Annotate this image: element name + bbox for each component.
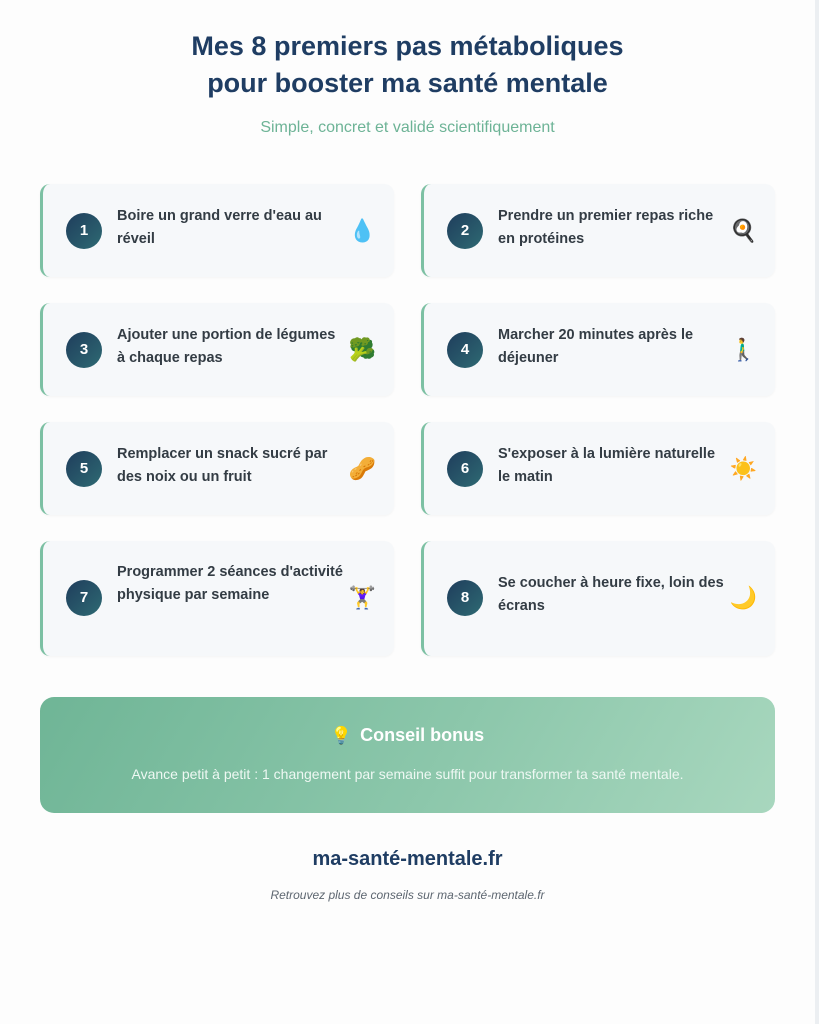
- step-text: Prendre un premier repas riche en protéines: [498, 208, 714, 247]
- step-text: Marcher 20 minutes après le déjeuner: [498, 327, 694, 366]
- site-name: ma-santé-mentale.fr: [312, 848, 503, 870]
- step-text: Boire un grand verre d'eau au réveil: [117, 208, 322, 247]
- broccoli-icon: 🥦: [348, 337, 376, 362]
- bonus-title: [40, 725, 775, 746]
- step-number-badge: 5: [66, 451, 102, 487]
- step-card-7: [40, 541, 394, 656]
- crescent-moon-icon: 🌙: [729, 585, 757, 610]
- bonus-text: Avance petit à petit : 1 changement par semaine suffit pour transformer ta santé mentale.: [131, 766, 684, 782]
- step-card-8: [421, 541, 775, 656]
- step-card-4: [421, 303, 775, 396]
- step-text: Ajouter une portion de légumes à chaque repas: [117, 327, 336, 366]
- step-card-3: [40, 303, 394, 396]
- step-number-badge: 7: [66, 580, 102, 616]
- sun-icon: ☀️: [729, 456, 757, 481]
- step-number-badge: 4: [447, 332, 483, 368]
- water-drop-icon: 💧: [348, 218, 376, 243]
- step-number-badge: 6: [447, 451, 483, 487]
- step-text: Remplacer un snack sucré par des noix ou un fruit: [117, 446, 328, 485]
- step-number-badge: 8: [447, 580, 483, 616]
- step-card-2: [421, 184, 775, 277]
- step-card-5: [40, 422, 394, 515]
- page-edge-divider: [815, 0, 819, 1024]
- step-card-6: [421, 422, 775, 515]
- page-subtitle: Simple, concret et validé scientifiquement: [260, 119, 555, 136]
- peanut-icon: 🥜: [348, 456, 376, 481]
- step-text: S'exposer à la lumière naturelle le matin: [498, 446, 716, 485]
- page-title: [0, 28, 815, 102]
- title-line-2: pour booster ma santé mentale: [207, 68, 608, 98]
- title-line-1: Mes 8 premiers pas métaboliques: [191, 31, 624, 61]
- step-number-badge: 3: [66, 332, 102, 368]
- walking-man-icon: 🚶‍♂️: [729, 337, 757, 362]
- weightlifter-woman-icon: 🏋️‍♀️: [348, 585, 376, 610]
- fried-egg-icon: 🍳: [729, 218, 757, 243]
- footer-note: Retrouvez plus de conseils sur ma-santé-mentale.fr: [270, 888, 545, 902]
- bonus-tip-panel: [40, 697, 775, 813]
- step-card-1: [40, 184, 394, 277]
- step-number-badge: 2: [447, 213, 483, 249]
- step-text: Se coucher à heure fixe, loin des écrans: [498, 575, 724, 614]
- lightbulb-icon: 💡: [330, 726, 353, 745]
- bonus-title-text: Conseil bonus: [360, 725, 485, 745]
- step-number-badge: 1: [66, 213, 102, 249]
- step-text: Programmer 2 séances d'activité physique par semaine: [117, 564, 343, 603]
